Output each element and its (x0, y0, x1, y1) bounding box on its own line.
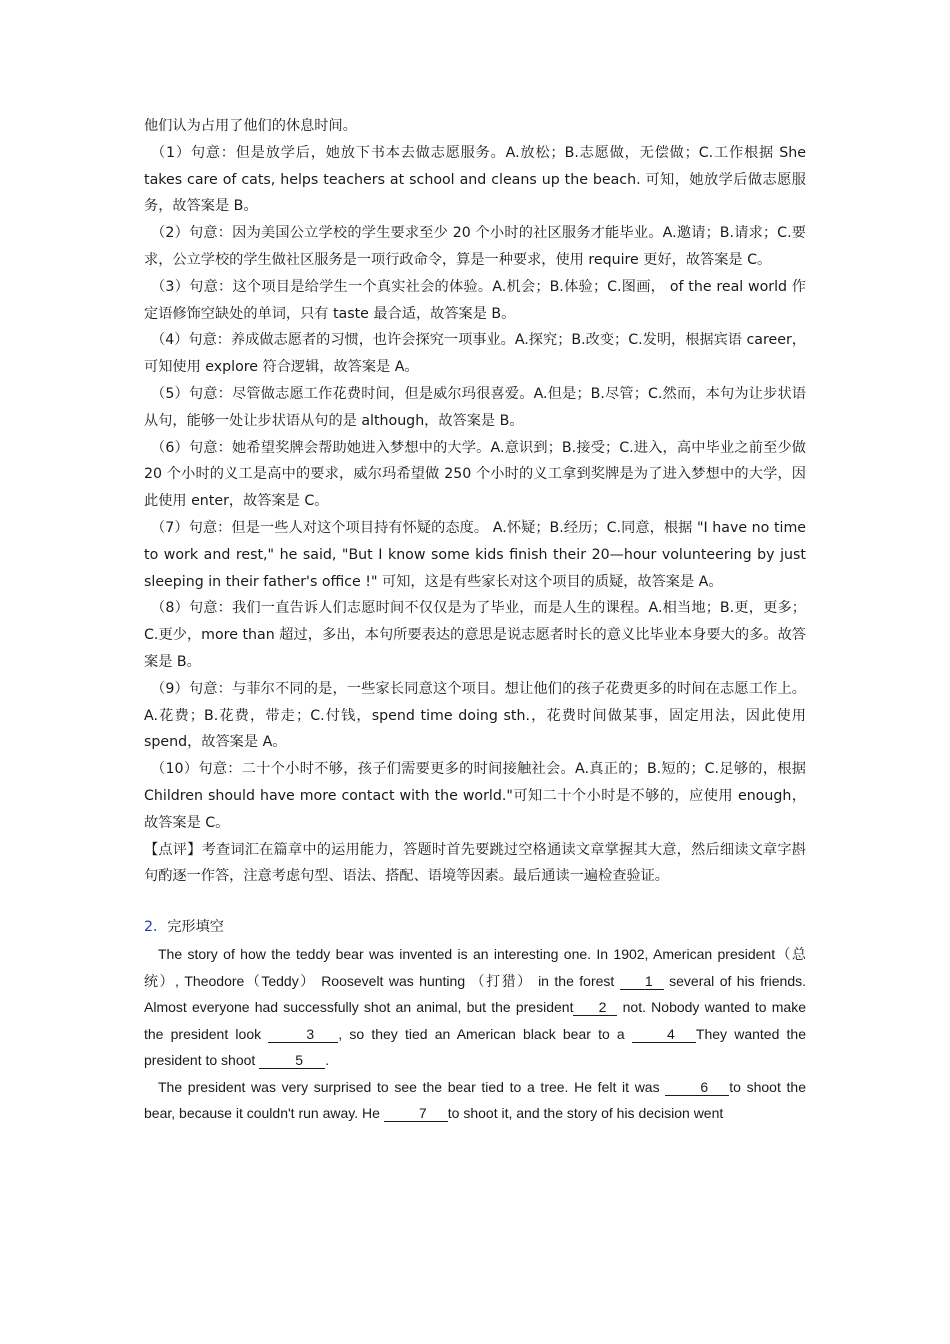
blank-2[interactable]: 2 (573, 999, 617, 1016)
blank-7[interactable]: 7 (384, 1105, 448, 1122)
explanation-7: （7）句意：但是一些人对这个项目持有怀疑的态度。 A.怀疑；B.经历；C.同意，根据 "I have no time to work and rest," he said, "But I know some kids finish their 20—hour volunteering by just sleeping in their father's office !" 可知，这是有些家长对这个项目的质疑，故答案是 A。 (144, 519, 806, 590)
explanation-6: （6）句意：她希望奖牌会帮助她进入梦想中的大学。A.意识到；B.接受；C.进入，高中毕业之前至少做 20 个小时的义工是高中的要求，威尔玛希望做 250 个小时的义工拿到奖牌是为了进入梦想中的大学，因此使用 enter，故答案是 C。 (144, 439, 806, 510)
passage-text: to shoot it, and the story of his decision went (447, 1105, 724, 1122)
passage-text: to shoot the bear, because it couldn't run away. He (144, 1078, 806, 1122)
explanation-9: （9）句意：与菲尔不同的是，一些家长同意这个项目。想让他们的孩子花费更多的时间在志愿工作上。A.花费；B.花费，带走；C.付钱，spend time doing sth.，花费时间做某事，固定用法，因此使用 spend，故答案是 A。 (144, 680, 806, 751)
blank-6[interactable]: 6 (665, 1079, 729, 1096)
document-page (144, 113, 806, 1127)
explanation-4: （4）句意：养成做志愿者的习惯，也许会探究一项事业。A.探究；B.改变；C.发明，根据宾语 career，可知使用 explore 符合逻辑，故答案是 A。 (144, 332, 806, 376)
explanation-1: （1）句意：但是放学后，她放下书本去做志愿服务。A.放松；B.志愿做，无偿做；C.工作根据 She takes care of cats, helps teachers at school and cleans up the beach. 可知，她放学后做志愿服务，故答案是 B。 (144, 144, 806, 215)
passage-text: . (325, 1052, 330, 1069)
section-title: 完形填空 (167, 919, 224, 936)
explanation-5: （5）句意：尽管做志愿工作花费时间，但是威尔玛很喜爱。A.但是；B.尽管；C.然而，本句为让步状语从句，能够一处让步状语从句的是 although，故答案是 B。 (144, 385, 806, 429)
explanation-2: （2）句意：因为美国公立学校的学生要求至少 20 个小时的社区服务才能毕业。A.邀请；B.请求；C.要求，公立学校的学生做社区服务是一项行政命令，算是一种要求，使用 require 更好，故答案是 C。 (144, 225, 806, 268)
section-heading (144, 914, 806, 941)
blank-5[interactable]: 5 (259, 1052, 325, 1069)
passage-text: The story of how the teddy bear was invented is an interesting one. In 1902, American president（总统）, Theodore（Teddy） Roosevelt was hunting （打猎） in the forest (144, 945, 806, 989)
passage-text: The president was very surprised to see the bear tied to a tree. He felt it was (158, 1078, 666, 1095)
passage-text: , so they tied an American black bear to a (338, 1025, 632, 1042)
passage-text: several of his friends. Almost everyone had successfully shot an animal, but the president (144, 972, 807, 1016)
explanation-3: （3）句意：这个项目是给学生一个真实社会的体验。A.机会；B.体验；C.图画， of the real world 作定语修饰空缺处的单词，只有 taste 最合适，故答案是 B。 (144, 278, 806, 322)
section-number: 2． (144, 919, 168, 936)
blank-4[interactable]: 4 (632, 1026, 696, 1043)
passage-text: They wanted the president to shoot (144, 1025, 806, 1069)
explanation-10: （10）句意：二十个小时不够，孩子们需要更多的时间接触社会。A.真正的；B.短的；C.足够的，根据 Children should have more contact with the world."可知二十个小时是不够的，应使用 enough，故答案是 C。 (144, 761, 806, 831)
passage-paragraph-1 (144, 941, 806, 1074)
blank-1[interactable]: 1 (620, 973, 664, 990)
passage-paragraph-2 (144, 1074, 806, 1127)
review-paragraph: 【点评】考查词汇在篇章中的运用能力，答题时首先要跳过空格通读文章掌握其大意，然后细读文章字斟句酌逐一作答，注意考虑句型、语法、搭配、语境等因素。最后通读一遍检查验证。 (144, 841, 806, 885)
intro-line: 他们认为占用了他们的休息时间。 (144, 118, 357, 134)
blank-3[interactable]: 3 (268, 1026, 338, 1043)
passage-text: not. Nobody wanted to make the president look (144, 999, 807, 1042)
explanation-8: （8）句意：我们一直告诉人们志愿时间不仅仅是为了毕业，而是人生的课程。A.相当地；B.更，更多；C.更少，more than 超过，多出，本句所要表达的意思是说志愿者时长的意义比毕业本身要大的多。故答案是 B。 (144, 600, 806, 670)
